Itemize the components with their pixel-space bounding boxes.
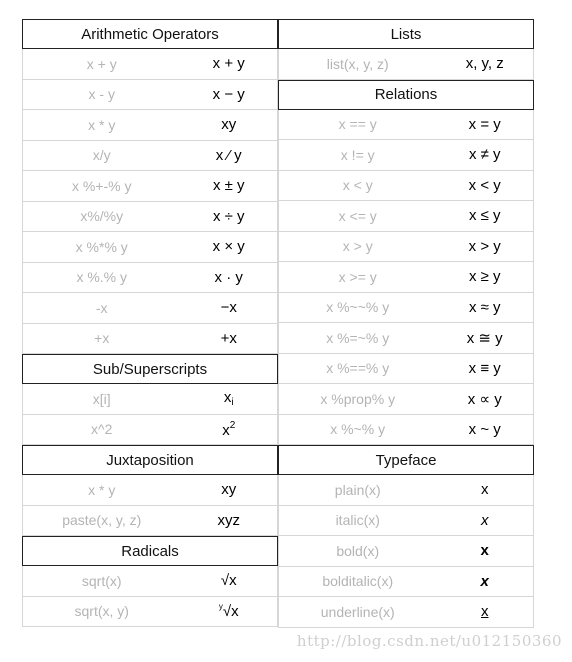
expression-cell: x * y (88, 481, 116, 498)
expression-cell: x %.% y (76, 269, 128, 286)
table-row (22, 566, 278, 597)
rendered-text: x ~ y (468, 420, 501, 438)
expression-cell: x%/%y (80, 208, 124, 225)
table-row (22, 232, 278, 263)
table-row (278, 567, 534, 598)
rendered-cell (180, 116, 277, 133)
expression-cell: x <= y (338, 207, 377, 224)
rendered-cell (180, 481, 277, 498)
rendered-text: x + y (212, 55, 245, 73)
rendered-text: x, y, z (465, 55, 504, 73)
section-header-arithmetic-operators: Arithmetic Operators (22, 19, 278, 49)
table-row (22, 384, 278, 415)
rendered-text: x (480, 572, 489, 590)
rendered-cell (180, 512, 277, 529)
table-row (278, 415, 534, 446)
root-index: y (218, 602, 223, 612)
rendered-text: x = y (468, 115, 501, 133)
expression-cell: x[i] (92, 390, 111, 407)
rendered-cell (436, 390, 533, 408)
rendered-cell (180, 572, 277, 589)
table-row (278, 536, 534, 567)
table-row (278, 140, 534, 171)
section-header-lists: Lists (278, 19, 534, 49)
table-row (278, 49, 534, 80)
expression-cell: sqrt(x, y) (74, 603, 129, 620)
rendered-cell (180, 602, 277, 620)
expression-cell: x < y (342, 177, 373, 194)
rendered-cell (436, 268, 533, 285)
table-row (278, 232, 534, 263)
expression-cell: list(x, y, z) (326, 55, 389, 72)
expression-cell: underline(x) (320, 603, 395, 620)
table-row (278, 201, 534, 232)
rendered-cell (436, 116, 533, 133)
expression-cell: x * y (88, 116, 116, 133)
rendered-text: x ≡ y (468, 359, 501, 377)
expression-cell: x %prop% y (320, 390, 396, 407)
expression-cell: x %~% y (330, 421, 386, 438)
rendered-text: x · y (214, 268, 243, 286)
rendered-text: x ÷ y (212, 207, 245, 225)
rendered-text: xy (221, 116, 237, 134)
table-row (22, 293, 278, 324)
rendered-text: √x (220, 572, 237, 590)
rendered-cell (436, 177, 533, 194)
rendered-text: x (222, 421, 230, 439)
rendered-cell (180, 269, 277, 286)
rendered-text: x ≤ y (468, 207, 501, 225)
rendered-text: x (223, 389, 232, 407)
table-row (22, 171, 278, 202)
table-row (278, 597, 534, 628)
rendered-cell (436, 603, 533, 620)
expression-cell: x != y (340, 146, 375, 163)
rendered-cell (436, 481, 533, 498)
expression-cell: bold(x) (336, 542, 380, 559)
rendered-cell (180, 389, 277, 408)
rendered-cell (436, 512, 533, 529)
table-row (22, 80, 278, 111)
expression-cell: x > y (342, 238, 373, 255)
expression-cell: +x (94, 330, 110, 347)
table-row (278, 110, 534, 141)
section-header-typeface: Typeface (278, 445, 534, 475)
rendered-text: x < y (468, 176, 501, 194)
rendered-text: xy (221, 481, 237, 499)
expression-cell: x^2 (91, 421, 113, 438)
table-row (22, 597, 278, 628)
expression-cell: x + y (86, 55, 117, 72)
rendered-cell (180, 86, 277, 103)
section-header-juxtaposition: Juxtaposition (22, 445, 278, 475)
rendered-text: x ± y (212, 177, 245, 195)
rendered-cell (180, 420, 277, 439)
rendered-text: x × y (212, 238, 245, 256)
rendered-text: x ⁄ y (215, 146, 242, 164)
rendered-text: x ≥ y (468, 268, 501, 286)
table-row (22, 141, 278, 172)
expression-cell: x >= y (338, 268, 377, 285)
expression-cell: x %*% y (75, 238, 128, 255)
table-row (22, 324, 278, 355)
table-row (22, 49, 278, 80)
expression-cell: x/y (92, 147, 111, 164)
table-row (278, 506, 534, 537)
rendered-text: x (480, 542, 489, 560)
section-header-radicals: Radicals (22, 536, 278, 566)
rendered-cell (436, 421, 533, 438)
table-row (278, 262, 534, 293)
rendered-cell (436, 329, 533, 347)
rendered-cell (436, 573, 533, 590)
rendered-cell (180, 147, 277, 164)
rendered-cell (436, 299, 533, 316)
table-row (278, 323, 534, 354)
table-row (22, 415, 278, 446)
rendered-cell (180, 55, 277, 72)
rendered-text: +x (220, 329, 237, 347)
rendered-cell (180, 299, 277, 316)
table-row (22, 475, 278, 506)
expression-cell: bolditalic(x) (322, 573, 394, 590)
rendered-text: x (480, 511, 489, 529)
subscript: i (231, 397, 234, 409)
table-row (278, 293, 534, 324)
rendered-cell (436, 360, 533, 377)
rendered-text: x ≅ y (466, 329, 503, 347)
rendered-text: x > y (468, 237, 501, 255)
table-row (278, 354, 534, 385)
rendered-cell (436, 238, 533, 255)
superscript: 2 (229, 419, 236, 431)
expression-cell: x %~~% y (326, 299, 390, 316)
expression-cell: paste(x, y, z) (62, 512, 142, 529)
rendered-cell (436, 146, 533, 163)
expression-cell: x - y (88, 86, 115, 103)
rendered-cell (436, 55, 533, 72)
rendered-cell (436, 542, 533, 559)
table-row (22, 263, 278, 294)
table-row (22, 110, 278, 141)
expression-cell: x %+-% y (71, 177, 132, 194)
rendered-cell (180, 177, 277, 194)
expression-cell: x == y (338, 116, 377, 133)
rendered-text: x ≠ y (468, 146, 501, 164)
rendered-text: x ≈ y (468, 298, 501, 316)
rendered-cell (180, 238, 277, 255)
rendered-cell (180, 330, 277, 347)
rendered-text: x − y (212, 85, 245, 103)
rendered-cell (436, 207, 533, 224)
rendered-text: √x (222, 603, 239, 621)
table-row (22, 506, 278, 537)
rendered-text: x ∝ y (467, 390, 502, 408)
rendered-text: x (480, 603, 489, 621)
rendered-cell (180, 208, 277, 225)
expression-cell: -x (95, 299, 108, 316)
expression-cell: x %==% y (326, 360, 390, 377)
right-table (278, 19, 534, 628)
section-header-sub-superscripts: Sub/Superscripts (22, 354, 278, 384)
expression-cell: plain(x) (334, 481, 381, 498)
expression-cell: italic(x) (335, 512, 380, 529)
table-row (278, 475, 534, 506)
table-row (278, 384, 534, 415)
watermark: http://blog.csdn.net/u012150360 (296, 632, 562, 650)
section-header-relations: Relations (278, 80, 534, 110)
rendered-text: xyz (217, 511, 240, 529)
expression-cell: sqrt(x) (81, 572, 122, 589)
rendered-text: −x (220, 299, 237, 317)
table-row (278, 171, 534, 202)
expression-cell: x %=~% y (326, 329, 390, 346)
table-row (22, 202, 278, 233)
left-table (22, 19, 278, 627)
rendered-text: x (480, 481, 489, 499)
